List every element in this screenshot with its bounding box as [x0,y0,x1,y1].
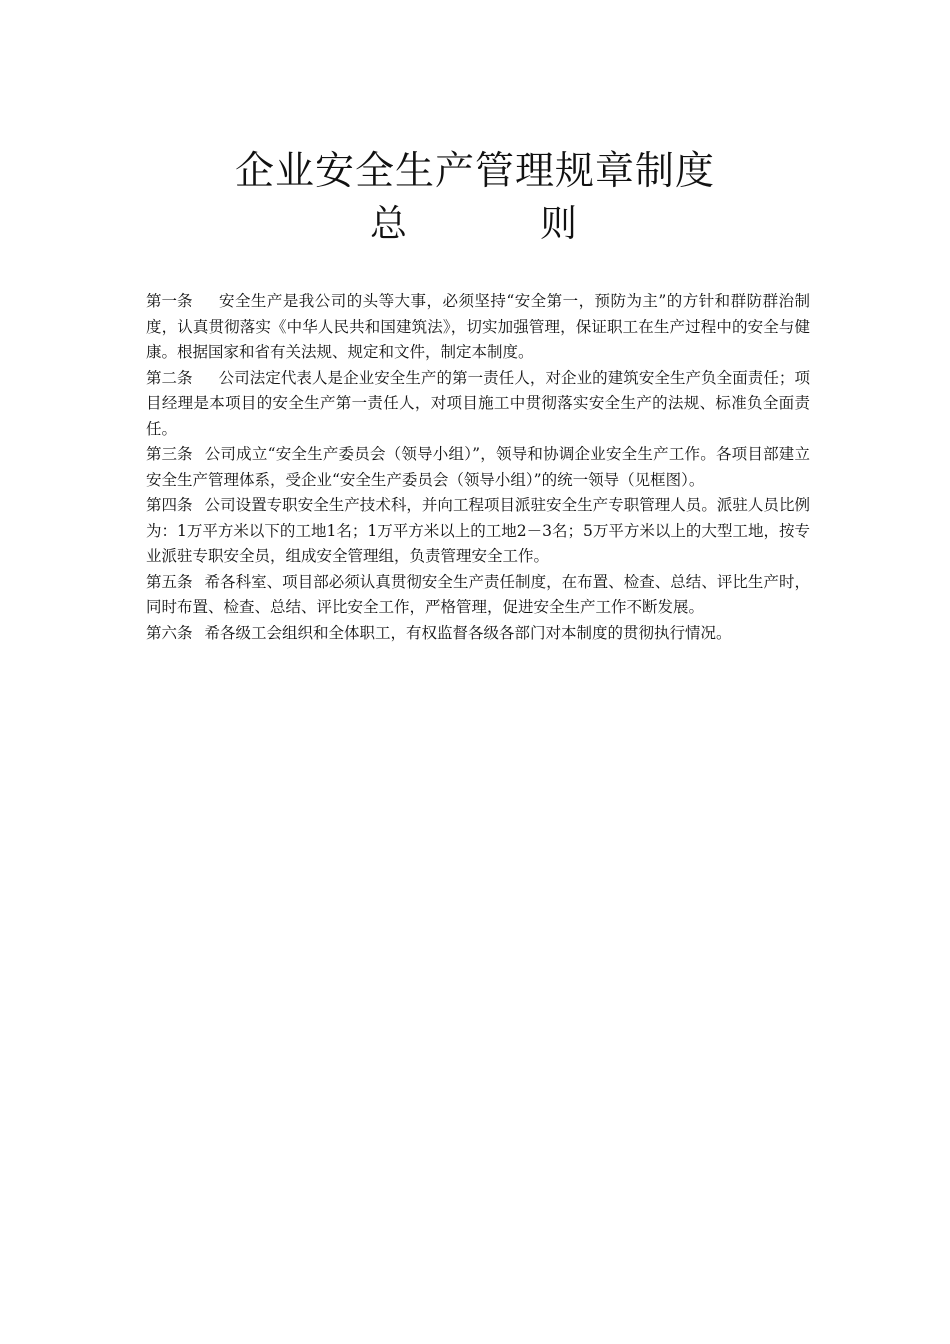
article-label: 第二条 [146,368,193,387]
document-title: 企业安全生产管理规章制度 [234,149,715,194]
article-1 [146,289,810,366]
article-text: 公司成立“安全生产委员会（领导小组）”，领导和协调企业安全生产工作。各项目部建立安全生产管理体系，受企业“安全生产委员会（领导小组）”的统一领导（见框图）。 [146,445,810,489]
article-label: 第六条 [146,623,193,642]
article-text: 公司设置专职安全生产技术科，并向工程项目派驻安全生产专职管理人员。派驻人员比例为：1万平方米以下的工地1名；1万平方米以上的工地2－3名；5万平方米以上的大型工地，按专业派驻专职安全员，组成安全管理组，负责管理安全工作。 [146,496,810,565]
article-text: 公司法定代表人是企业安全生产的第一责任人，对企业的建筑安全生产负全面责任；项目经理是本项目的安全生产第一责任人，对项目施工中贯彻落实安全生产的法规、标准负全面责任。 [146,368,810,438]
section-heading [0,199,950,249]
article-6 [146,621,810,647]
article-text: 希各级工会组织和全体职工，有权监督各级各部门对本制度的贯彻执行情况。 [204,623,732,642]
article-4 [146,493,810,570]
article-2 [146,366,810,443]
article-3 [146,442,810,493]
article-label: 第一条 [146,292,193,310]
article-label: 第三条 [146,445,193,463]
section-heading-char-1: 总 [370,202,407,245]
articles-body [146,289,810,646]
article-label: 第五条 [146,572,193,591]
section-heading-char-2: 则 [540,202,577,245]
article-label: 第四条 [146,496,193,514]
article-text: 希各科室、项目部必须认真贯彻安全生产责任制度，在布置、检查、总结、评比生产时，同时布置、检查、总结、评比安全工作，严格管理，促进安全生产工作不断发展。 [146,572,810,616]
article-5 [146,570,810,621]
article-text: 安全生产是我公司的头等大事，必须坚持“安全第一，预防为主”的方针和群防群治制度，认真贯彻落实《中华人民共和国建筑法》，切实加强管理，保证职工在生产过程中的安全与健康。根据国家和省有关法规、规定和文件，制定本制度。 [146,292,810,361]
